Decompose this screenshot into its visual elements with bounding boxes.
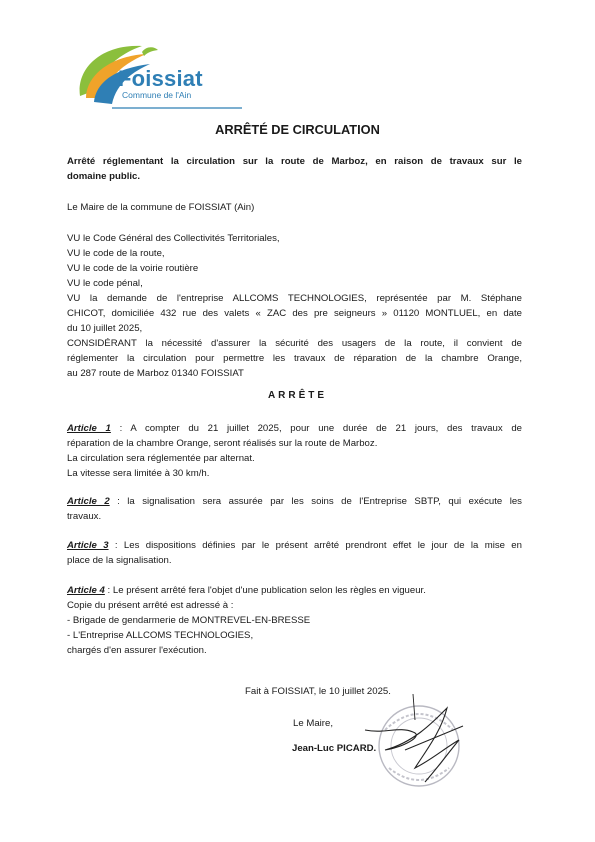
intro-line-1: Arrêté réglementant la circulation sur la route de Marboz, en raison de travaux sur le	[67, 156, 522, 167]
intro-block	[67, 154, 522, 215]
article-1	[67, 421, 522, 481]
article-4-line-1	[67, 583, 522, 598]
article-4-label: Article 4	[67, 585, 105, 596]
vu-line: VU la demande de l'entreprise ALLCOMS TECHNOLOGIES, représentée par M. Stéphane	[67, 293, 522, 304]
article-4-line-4: - L'Entreprise ALLCOMS TECHNOLOGIES,	[67, 630, 254, 641]
vu-line: CONSIDÉRANT la nécessité d'assurer la sécurité des usagers de la route, il convient de	[67, 338, 522, 349]
signature-block	[245, 684, 505, 756]
vu-line: au 287 route de Marboz 01340 FOISSIAT	[67, 368, 244, 379]
mayor-name: Jean-Luc PICARD.	[292, 743, 377, 754]
article-3-label: Article 3	[67, 540, 109, 551]
article-3	[67, 538, 522, 568]
article-4-text: : Le présent arrêté fera l'objet d'une publication selon les règles en vigueur.	[104, 585, 426, 596]
article-3-line-2: place de la signalisation.	[67, 555, 172, 566]
article-1-line-4: La vitesse sera limitée à 30 km/h.	[67, 468, 210, 479]
article-2-line-2: travaux.	[67, 511, 102, 522]
article-2-label: Article 2	[67, 496, 110, 507]
vu-line: VU le code de la voirie routière	[67, 263, 199, 274]
logo-subtitle: Commune de l'Ain	[122, 90, 192, 100]
article-1-line-3: La circulation sera réglementée par alternat.	[67, 453, 255, 464]
maire-line: Le Maire de la commune de FOISSIAT (Ain)	[67, 202, 255, 213]
vu-line: VU le Code Général des Collectivités Territoriales,	[67, 233, 280, 244]
article-4-line-2: Copie du présent arrêté est adressé à :	[67, 600, 234, 611]
article-3-line-1	[67, 538, 522, 553]
vu-line: VU le code de la route,	[67, 248, 165, 259]
vu-line: VU le code pénal,	[67, 278, 143, 289]
intro-line-2: domaine public.	[67, 171, 141, 182]
article-4-line-5: chargés d'en assurer l'exécution.	[67, 645, 207, 656]
article-3-text: : Les dispositions définies par le présent arrêté prendront effet le jour de la mise en	[108, 540, 522, 551]
article-1-text: : A compter du 21 juillet 2025, pour une durée de 21 jours, des travaux de	[110, 423, 522, 434]
article-4	[67, 583, 522, 658]
document-title: ARRÊTÉ DE CIRCULATION	[215, 122, 380, 137]
logo-name: Foissiat	[118, 66, 203, 91]
article-1-label: Article 1	[67, 423, 111, 434]
article-1-line-2: réparation de la chambre Orange, seront réalisés sur la route de Marboz.	[67, 438, 378, 449]
vu-line: du 10 juillet 2025,	[67, 323, 143, 334]
article-2-text: : la signalisation sera assurée par les soins de l'Entreprise SBTP, qui exécute les	[109, 496, 522, 507]
vu-line: CHICOT, domiciliée 432 rue des valets « ZAC des pre seigneurs » 01120 MONTLUEL, en date	[67, 308, 522, 319]
article-2	[67, 494, 522, 524]
arrete-heading: ARRÊTE	[267, 390, 328, 401]
place-date: Fait à FOISSIAT, le 10 juillet 2025.	[245, 686, 391, 697]
article-4-line-3: - Brigade de gendarmerie de MONTREVEL-EN-BRESSE	[67, 615, 311, 626]
mayor-role: Le Maire,	[293, 718, 333, 729]
considerations-block	[67, 231, 522, 381]
commune-logo	[72, 38, 242, 118]
vu-line: réglementer la circulation pour permettre les travaux de réparation de la chambre Orange,	[67, 353, 522, 364]
article-1-line-1	[67, 421, 522, 436]
article-2-line-1	[67, 494, 522, 509]
